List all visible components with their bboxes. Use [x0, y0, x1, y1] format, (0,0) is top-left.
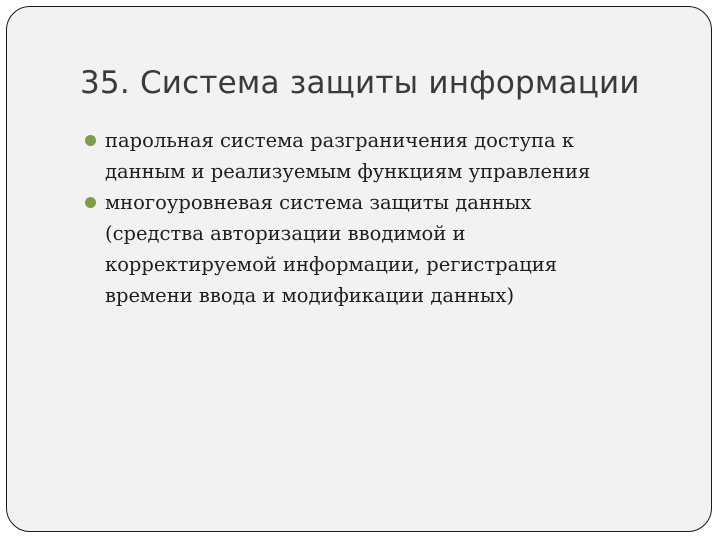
bullet-text-line: времени ввода и модификации данных) — [105, 284, 515, 307]
bullet-item — [85, 187, 685, 311]
slide — [6, 6, 712, 532]
bullet-dot-icon — [85, 197, 96, 208]
bullet-text-line: (средства авторизации вводимой и — [105, 222, 466, 245]
bullet-item — [85, 125, 685, 187]
bullet-list — [85, 125, 685, 311]
bullet-dot-icon — [85, 135, 96, 146]
slide-title: 35. Система защиты информации — [80, 65, 640, 101]
bullet-text-line: парольная система разграничения доступа к — [105, 129, 575, 152]
bullet-text-line: данным и реализуемым функциям управления — [105, 160, 591, 183]
bullet-text-line: многоуровневая система защиты данных — [105, 191, 532, 214]
bullet-text-line: корректируемой информации, регистрация — [105, 253, 558, 276]
